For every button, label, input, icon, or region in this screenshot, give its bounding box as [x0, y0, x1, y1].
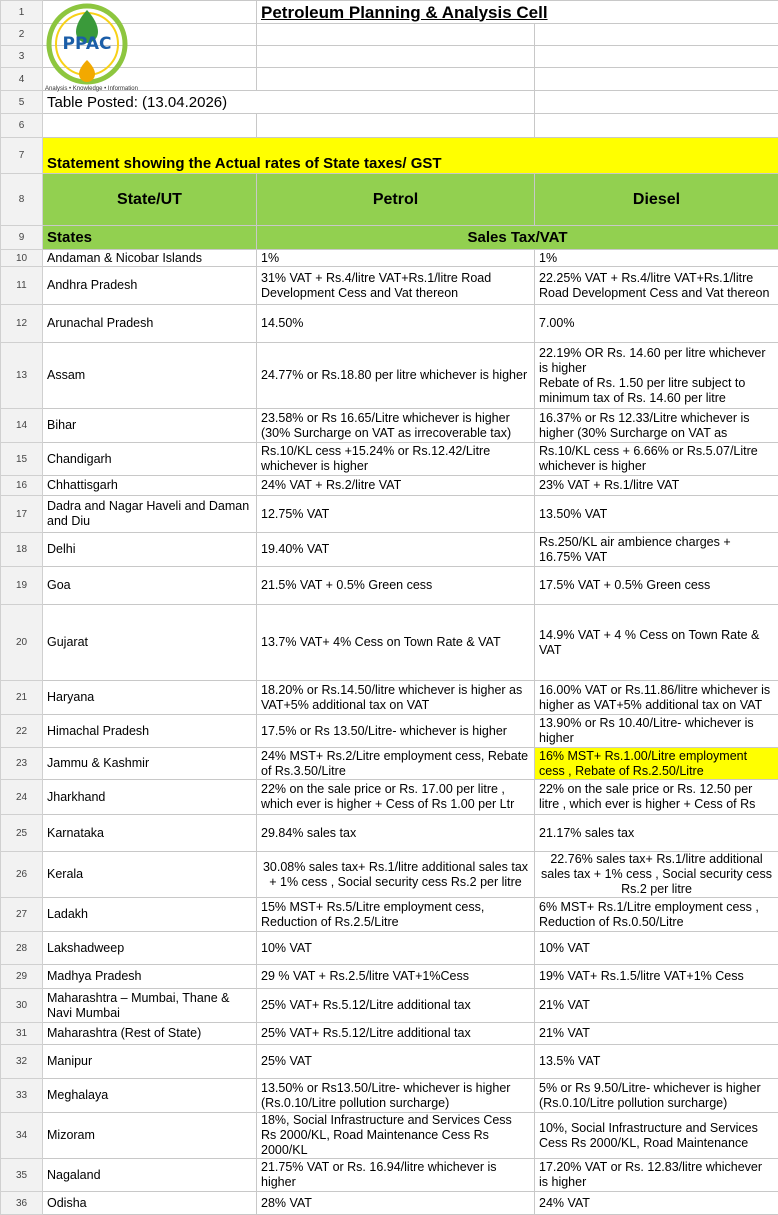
diesel-tax-cell: 10% VAT — [535, 932, 778, 965]
diesel-tax-cell: 22.19% OR Rs. 14.60 per litre whichever is higher Rebate of Rs. 1.50 per litre subject to minimum tax of Rs. 14.60 per litre — [535, 343, 778, 409]
petrol-tax-cell: 10% VAT — [257, 932, 535, 965]
petrol-tax-cell: 13.7% VAT+ 4% Cess on Town Rate & VAT — [257, 605, 535, 681]
state-cell: Maharashtra (Rest of State) — [43, 1023, 257, 1045]
row-number: 20 — [1, 605, 43, 681]
diesel-tax-cell: 22.76% sales tax+ Rs.1/litre additional sales tax + 1% cess , Social security cess Rs.2 per litre — [535, 852, 778, 898]
diesel-tax-cell: 21% VAT — [535, 989, 778, 1023]
row-number: 19 — [1, 567, 43, 605]
empty-cell — [257, 114, 535, 138]
row-number: 7 — [1, 138, 43, 174]
petrol-tax-cell: 21.75% VAT or Rs. 16.94/litre whichever is higher — [257, 1159, 535, 1192]
diesel-tax-cell: Rs.250/KL air ambience charges + 16.75% VAT — [535, 533, 778, 567]
petrol-tax-cell: 25% VAT+ Rs.5.12/Litre additional tax — [257, 1023, 535, 1045]
diesel-tax-cell: 13.5% VAT — [535, 1045, 778, 1079]
column-header-state: State/UT — [43, 174, 257, 226]
table-posted-date: Table Posted: (13.04.2026) — [43, 91, 535, 114]
row-number: 33 — [1, 1079, 43, 1113]
state-cell: Chandigarh — [43, 443, 257, 476]
row-number: 24 — [1, 780, 43, 815]
row-number: 5 — [1, 91, 43, 114]
table-row — [1, 989, 778, 1023]
petrol-tax-cell: 30.08% sales tax+ Rs.1/litre additional sales tax + 1% cess , Social security cess Rs.2 per litre — [257, 852, 535, 898]
row-number: 9 — [1, 226, 43, 250]
state-cell: Arunachal Pradesh — [43, 305, 257, 343]
column-header-petrol: Petrol — [257, 174, 535, 226]
petrol-tax-cell: 29.84% sales tax — [257, 815, 535, 852]
diesel-tax-cell: 6% MST+ Rs.1/Litre employment cess , Reduction of Rs.0.50/Litre — [535, 898, 778, 932]
diesel-tax-cell: 16.37% or Rs 12.33/Litre whichever is higher (30% Surcharge on VAT as — [535, 409, 778, 443]
table-row — [1, 815, 778, 852]
row-number: 16 — [1, 476, 43, 496]
logo-tagline: Analysis • Knowledge • Information — [45, 86, 138, 92]
table-row — [1, 409, 778, 443]
row-number: 6 — [1, 114, 43, 138]
row-number: 17 — [1, 496, 43, 533]
row-number: 12 — [1, 305, 43, 343]
state-cell: Andhra Pradesh — [43, 267, 257, 305]
row-number: 36 — [1, 1192, 43, 1215]
table-row — [1, 1159, 778, 1192]
state-cell: Lakshadweep — [43, 932, 257, 965]
petrol-tax-cell: 19.40% VAT — [257, 533, 535, 567]
row-number: 21 — [1, 681, 43, 715]
table-row — [1, 780, 778, 815]
row-number: 1 — [1, 1, 43, 24]
state-cell: Dadra and Nagar Haveli and Daman and Diu — [43, 496, 257, 533]
petrol-tax-cell: 14.50% — [257, 305, 535, 343]
state-cell: Karnataka — [43, 815, 257, 852]
sheet-body — [1, 1, 778, 1215]
diesel-tax-cell: 21% VAT — [535, 1023, 778, 1045]
row-number: 23 — [1, 748, 43, 780]
petrol-tax-cell: 13.50% or Rs13.50/Litre- whichever is higher (Rs.0.10/Litre pollution surcharge) — [257, 1079, 535, 1113]
empty-cell — [43, 114, 257, 138]
state-cell: Jharkhand — [43, 780, 257, 815]
state-cell: Jammu & Kashmir — [43, 748, 257, 780]
petrol-tax-cell: 24% VAT + Rs.2/litre VAT — [257, 476, 535, 496]
state-cell: Bihar — [43, 409, 257, 443]
table-row — [1, 250, 778, 267]
state-cell: Manipur — [43, 1045, 257, 1079]
state-cell: Mizoram — [43, 1113, 257, 1159]
state-cell: Gujarat — [43, 605, 257, 681]
table-row — [1, 443, 778, 476]
empty-cell — [535, 114, 778, 138]
diesel-tax-cell: 1% — [535, 250, 778, 267]
diesel-tax-cell: 16% MST+ Rs.1.00/Litre employment cess , Rebate of Rs.2.50/Litre — [535, 748, 778, 780]
table-row — [1, 343, 778, 409]
state-cell: Meghalaya — [43, 1079, 257, 1113]
sheet-row-6 — [1, 114, 778, 138]
empty-cell — [257, 46, 535, 68]
petrol-tax-cell: 31% VAT + Rs.4/litre VAT+Rs.1/litre Road Development Cess and Vat thereon — [257, 267, 535, 305]
table-row — [1, 932, 778, 965]
table-row — [1, 748, 778, 780]
page-title: Petroleum Planning & Analysis Cell — [257, 1, 778, 24]
row-number: 15 — [1, 443, 43, 476]
petrol-tax-cell: 21.5% VAT + 0.5% Green cess — [257, 567, 535, 605]
empty-cell — [257, 24, 535, 46]
petrol-tax-cell: 25% VAT+ Rs.5.12/Litre additional tax — [257, 989, 535, 1023]
empty-cell — [535, 46, 778, 68]
empty-cell — [535, 24, 778, 46]
table-row — [1, 1023, 778, 1045]
diesel-tax-cell: 22.25% VAT + Rs.4/litre VAT+Rs.1/litre Road Development Cess and Vat thereon — [535, 267, 778, 305]
state-cell: Odisha — [43, 1192, 257, 1215]
table-row — [1, 567, 778, 605]
subheader-sales-tax: Sales Tax/VAT — [257, 226, 778, 250]
petrol-tax-cell: Rs.10/KL cess +15.24% or Rs.12.42/Litre whichever is higher — [257, 443, 535, 476]
diesel-tax-cell: 22% on the sale price or Rs. 12.50 per litre , which ever is higher + Cess of Rs — [535, 780, 778, 815]
diesel-tax-cell: 23% VAT + Rs.1/litre VAT — [535, 476, 778, 496]
petrol-tax-cell: 28% VAT — [257, 1192, 535, 1215]
logo-text: PPAC — [45, 34, 129, 54]
row-number: 8 — [1, 174, 43, 226]
diesel-tax-cell: 7.00% — [535, 305, 778, 343]
empty-cell — [535, 68, 778, 91]
diesel-tax-cell: 14.9% VAT + 4 % Cess on Town Rate & VAT — [535, 605, 778, 681]
table-row — [1, 965, 778, 989]
row-number: 28 — [1, 932, 43, 965]
row-number: 3 — [1, 46, 43, 68]
row-number: 2 — [1, 24, 43, 46]
petrol-tax-cell: 29 % VAT + Rs.2.5/litre VAT+1%Cess — [257, 965, 535, 989]
row-number: 13 — [1, 343, 43, 409]
table-row — [1, 715, 778, 748]
table-row — [1, 1079, 778, 1113]
diesel-tax-cell: Rs.10/KL cess + 6.66% or Rs.5.07/Litre whichever is higher — [535, 443, 778, 476]
state-cell: Nagaland — [43, 1159, 257, 1192]
diesel-tax-cell: 16.00% VAT or Rs.11.86/litre whichever is higher as VAT+5% additional tax on VAT — [535, 681, 778, 715]
diesel-tax-cell: 13.50% VAT — [535, 496, 778, 533]
state-cell: Ladakh — [43, 898, 257, 932]
petrol-tax-cell: 12.75% VAT — [257, 496, 535, 533]
row-number: 11 — [1, 267, 43, 305]
diesel-tax-cell: 17.5% VAT + 0.5% Green cess — [535, 567, 778, 605]
row-number: 26 — [1, 852, 43, 898]
table-row — [1, 1192, 778, 1215]
row-number: 32 — [1, 1045, 43, 1079]
petrol-tax-cell: 22% on the sale price or Rs. 17.00 per litre , which ever is higher + Cess of Rs 1.00 per Ltr — [257, 780, 535, 815]
table-row — [1, 267, 778, 305]
petrol-tax-cell: 18%, Social Infrastructure and Services Cess Rs 2000/KL, Road Maintenance Cess Rs 2000/KL — [257, 1113, 535, 1159]
table-row — [1, 496, 778, 533]
state-cell: Himachal Pradesh — [43, 715, 257, 748]
diesel-tax-cell: 19% VAT+ Rs.1.5/litre VAT+1% Cess — [535, 965, 778, 989]
row-number: 4 — [1, 68, 43, 91]
column-header-diesel: Diesel — [535, 174, 778, 226]
row-number: 34 — [1, 1113, 43, 1159]
table-row — [1, 852, 778, 898]
row-number: 29 — [1, 965, 43, 989]
diesel-tax-cell: 24% VAT — [535, 1192, 778, 1215]
petrol-tax-cell: 18.20% or Rs.14.50/litre whichever is higher as VAT+5% additional tax on VAT — [257, 681, 535, 715]
table-row — [1, 305, 778, 343]
empty-cell — [535, 91, 778, 114]
row-number: 14 — [1, 409, 43, 443]
petrol-tax-cell: 25% VAT — [257, 1045, 535, 1079]
row-number: 35 — [1, 1159, 43, 1192]
diesel-tax-cell: 21.17% sales tax — [535, 815, 778, 852]
petrol-tax-cell: 24.77% or Rs.18.80 per litre whichever is higher — [257, 343, 535, 409]
diesel-tax-cell: 5% or Rs 9.50/Litre- whichever is higher (Rs.0.10/Litre pollution surcharge) — [535, 1079, 778, 1113]
state-cell: Maharashtra – Mumbai, Thane & Navi Mumbai — [43, 989, 257, 1023]
ppac-logo — [45, 2, 129, 90]
row-number: 25 — [1, 815, 43, 852]
diesel-tax-cell: 17.20% VAT or Rs. 12.83/litre whichever is higher — [535, 1159, 778, 1192]
row-number: 31 — [1, 1023, 43, 1045]
row-number: 22 — [1, 715, 43, 748]
empty-cell — [257, 68, 535, 91]
table-row — [1, 605, 778, 681]
row-number: 30 — [1, 989, 43, 1023]
state-cell: Goa — [43, 567, 257, 605]
petrol-tax-cell: 17.5% or Rs 13.50/Litre- whichever is higher — [257, 715, 535, 748]
table-row — [1, 898, 778, 932]
table-row — [1, 1113, 778, 1159]
sheet-row-9 — [1, 226, 778, 250]
table-row — [1, 1045, 778, 1079]
table-row — [1, 533, 778, 567]
row-number: 27 — [1, 898, 43, 932]
petrol-tax-cell: 15% MST+ Rs.5/Litre employment cess, Reduction of Rs.2.5/Litre — [257, 898, 535, 932]
subheader-states: States — [43, 226, 257, 250]
sheet-row-7 — [1, 138, 778, 174]
table-row — [1, 476, 778, 496]
state-cell: Andaman & Nicobar Islands — [43, 250, 257, 267]
petrol-tax-cell: 1% — [257, 250, 535, 267]
state-cell: Haryana — [43, 681, 257, 715]
sheet-row-5 — [1, 91, 778, 114]
state-cell: Madhya Pradesh — [43, 965, 257, 989]
row-number: 10 — [1, 250, 43, 267]
petrol-tax-cell: 23.58% or Rs 16.65/Litre whichever is higher (30% Surcharge on VAT as irrecoverable tax) — [257, 409, 535, 443]
diesel-tax-cell: 10%, Social Infrastructure and Services Cess Rs 2000/KL, Road Maintenance — [535, 1113, 778, 1159]
row-number: 18 — [1, 533, 43, 567]
state-cell: Delhi — [43, 533, 257, 567]
statement-heading: Statement showing the Actual rates of State taxes/ GST — [43, 138, 778, 174]
sheet-row-8 — [1, 174, 778, 226]
petrol-tax-cell: 24% MST+ Rs.2/Litre employment cess, Rebate of Rs.3.50/Litre — [257, 748, 535, 780]
state-cell: Assam — [43, 343, 257, 409]
diesel-tax-cell: 13.90% or Rs 10.40/Litre- whichever is higher — [535, 715, 778, 748]
table-row — [1, 681, 778, 715]
state-cell: Kerala — [43, 852, 257, 898]
state-cell: Chhattisgarh — [43, 476, 257, 496]
